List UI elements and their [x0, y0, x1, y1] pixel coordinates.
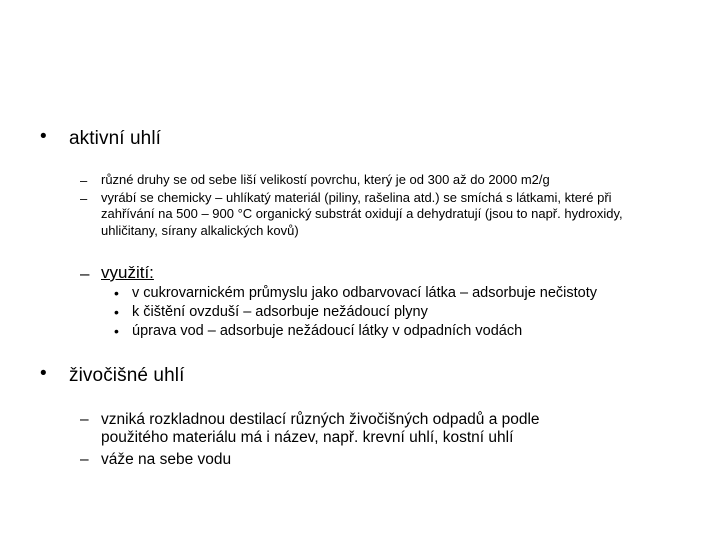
list-item-line: zahřívání na 500 – 900 °C organický substrát oxidují a dehydratují (jsou to např. hydroxidy, — [101, 205, 623, 221]
bullet-dot: • — [114, 323, 119, 339]
usage-item: v cukrovarnickém průmyslu jako odbarvovací látka – adsorbuje nečistoty — [132, 285, 598, 301]
list-item: váže na sebe vodu — [101, 451, 232, 468]
usage-heading: využití: — [101, 263, 154, 282]
list-item-multiline — [101, 190, 623, 239]
list-item-line: vzniká rozkladnou destilací různých živočišných odpadů a podle — [101, 411, 540, 428]
section1-heading: aktivní uhlí — [69, 128, 162, 149]
section2-bullet: • — [40, 363, 47, 384]
usage-item: úprava vod – adsorbuje nežádoucí látky v odpadních vodách — [132, 323, 523, 339]
list-item-line: uhličitany, sírany alkalických kovů) — [101, 223, 299, 238]
dash-marker: – — [80, 264, 90, 283]
section2-heading: živočišné uhlí — [69, 365, 185, 386]
list-item-line: vyrábí se chemicky – uhlíkatý materiál (piliny, rašelina atd.) se smíchá s látkami, které při — [101, 190, 612, 205]
list-item: různé druhy se od sebe liší velikostí povrchu, který je od 300 až do 2000 m2/g — [101, 172, 550, 187]
list-item-multiline — [101, 411, 540, 446]
bullet-dot: • — [114, 304, 119, 320]
section1-bullet: • — [40, 126, 47, 147]
dash-marker: – — [80, 191, 88, 206]
dash-marker: – — [80, 411, 89, 428]
usage-item: k čištění ovzduší – adsorbuje nežádoucí plyny — [132, 304, 428, 320]
dash-marker: – — [80, 173, 88, 188]
dash-marker: – — [80, 451, 89, 468]
list-item-line: použitého materiálu má i název, např. krevní uhlí, kostní uhlí — [101, 428, 514, 446]
bullet-dot: • — [114, 285, 119, 301]
